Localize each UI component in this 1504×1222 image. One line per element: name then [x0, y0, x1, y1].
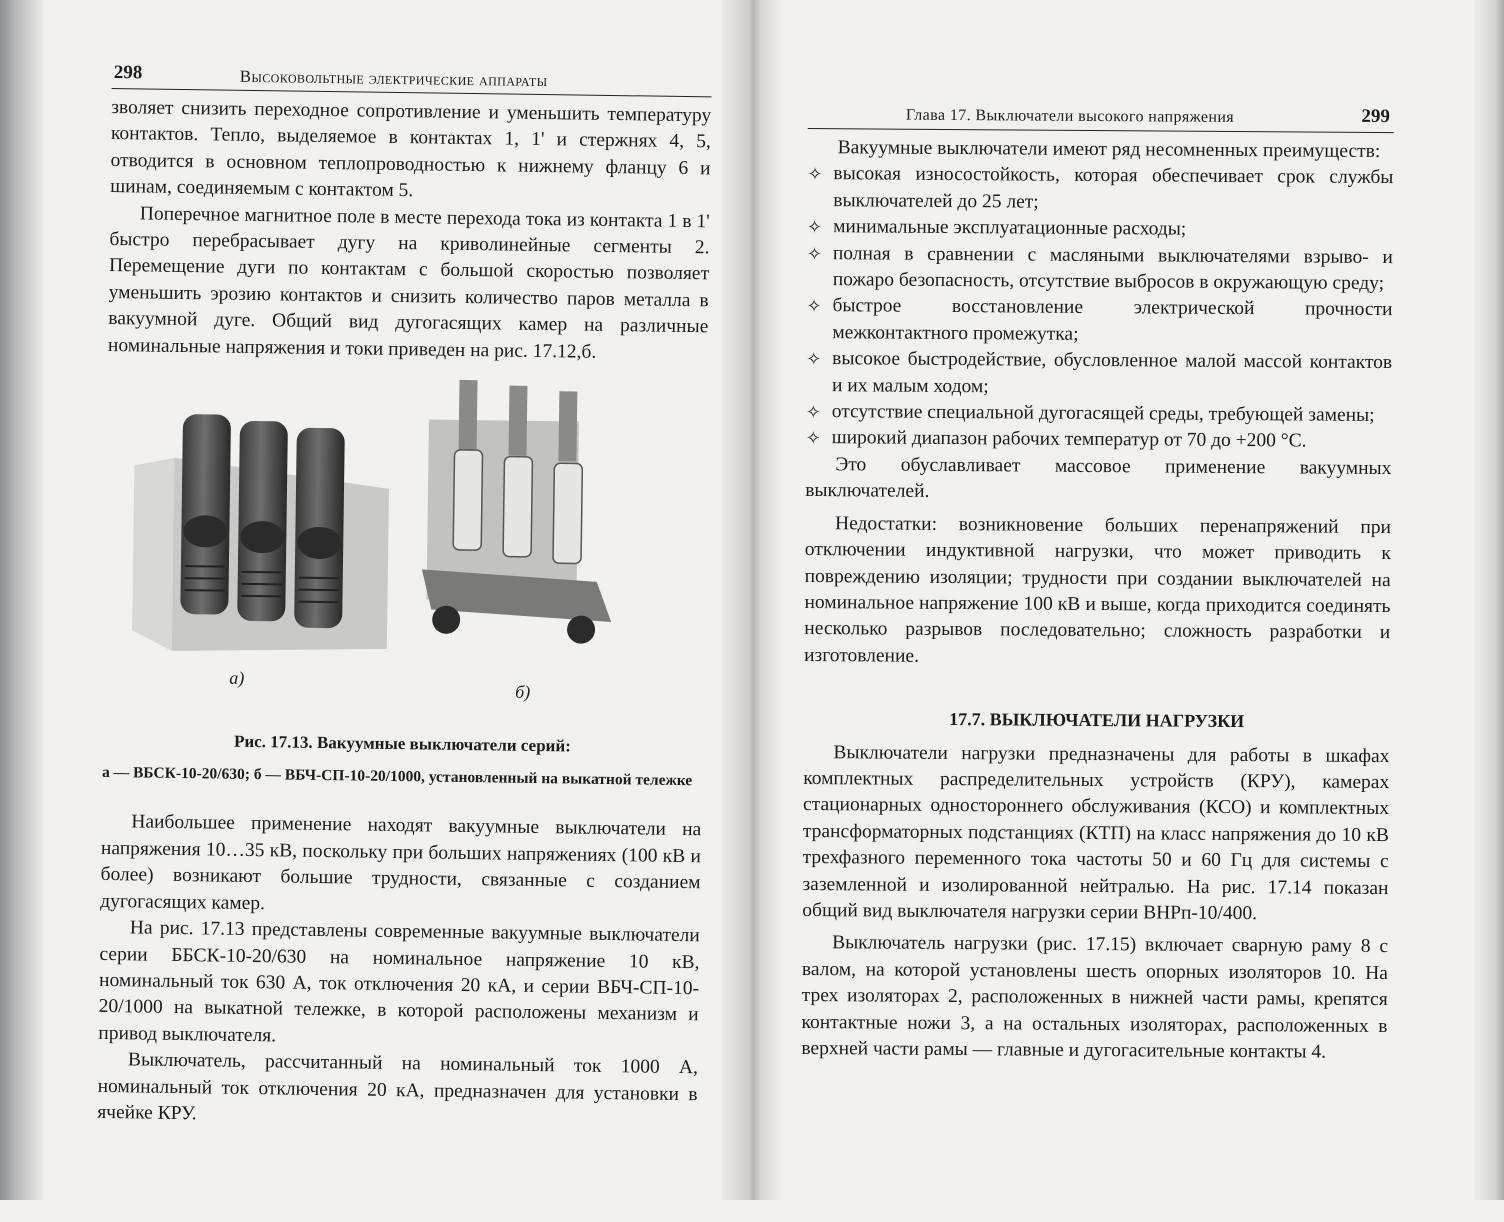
figure-caption: Рис. 17.13. Вакуумные выключатели серий: — [233, 731, 571, 756]
right-disadvantages: Недостатки: возникновение больших перенапряжений при отключении индуктивной нагрузки, что может приводить к повреждению изоляции; трудности при создании выключателей на номинальное напряжение 100 кВ и выше, когда приходится соединять несколько разрывов последовательно; сложность разработки и изготовление. — [804, 512, 1392, 667]
list-item: ✧ высокая износостойкость, которая обеспечивает срок службы выключателей до 25 лет; — [807, 161, 1393, 218]
advantages-list — [806, 161, 1394, 456]
right-running-header — [808, 98, 1394, 133]
diamond-bullet-icon: ✧ — [807, 164, 823, 185]
breaker-illustration-a — [132, 405, 395, 654]
left-paragraph-2: Поперечное магнитное поле в месте перехода тока из контакта 1 в 1' быстро перебрасывает дугу на криволинейные сегменты 2. Перемещение дуги по контактам с большой скоростью позволяет уменьшить эрозию контактов и снизить количество паров металла в вакуумной дуге. Общий вид дугогасящих камер на различные номинальные напряжения и токи приведен на рис. 17.12,б. — [107, 203, 710, 363]
left-running-header — [112, 58, 712, 97]
left-paragraph-4: На рис. 17.13 представлены современные вакуумные выключатели серии ББСК-10-20/630 на номинальное напряжение 10 кВ, номинальный ток 630 А, ток отключения 20 кА, и серии ВБЧ-СП-10-20/1000 на выкатной тележке, в которой расположены механизм и привод выключателя. — [98, 917, 700, 1047]
list-item: ✧ минимальные эксплуатационные расходы; — [807, 214, 1393, 244]
list-item: ✧ высокое быстродействие, обусловленное малой массой контактов и их малым ходом; — [806, 346, 1392, 403]
list-item: ✧ полная в сравнении с масляными выключателями взрыво- и пожаро безопасность, отсутствие выбросов в окружающую среду; — [807, 241, 1393, 298]
list-item: ✧ широкий диапазон рабочих температур от 70 до +200 °С. — [806, 425, 1392, 455]
left-running-title: Высоковольтные электрические аппараты — [239, 66, 548, 91]
diamond-bullet-icon: ✧ — [806, 243, 823, 264]
breaker-illustration-b — [416, 379, 620, 647]
diamond-bullet-icon: ✧ — [806, 296, 822, 317]
right-page-number: 299 — [1361, 105, 1390, 128]
book-edge-left — [0, 0, 44, 1200]
left-paragraph-3: Наибольшее применение находят вакуумные выключатели на напряжения 10…35 кВ, поскольку при больших напряжениях (100 кВ и более) возникают большие трудности, связанные с созданием дугогасящих камер. — [100, 811, 702, 914]
right-section-paragraph-1: Выключатели нагрузки предназначены для работы в шкафах комплектных распределительных устройств (КРУ), камерах стационарных одностороннего обслуживания (КСО) и комплектных трансформаторных подстанциях (КТП) на класс напряжения до 10 кВ трехфазного переменного тока частоты 50 и 60 Гц для системы с заземленной и изолированной нейтралью. На рис. 17.14 показан общий вид выключателя нагрузки серии ВНРп-10/400. — [802, 741, 1390, 925]
figure-17-13 — [103, 405, 707, 733]
figure-label-b: б) — [515, 681, 531, 702]
right-running-title: Глава 17. Выключатели высокого напряжения — [905, 106, 1235, 126]
left-page — [96, 58, 712, 1186]
list-item: ✧ отсутствие специальной дугогасящей среды, требующей замены; — [806, 399, 1392, 429]
left-paragraph-5: Выключатель, рассчитанный на номинальный ток 1000 А, номинальный ток отключения 20 кА, предназначен для установки в ячейке КРУ. — [97, 1049, 699, 1125]
diamond-bullet-icon: ✧ — [805, 402, 821, 423]
book-spine — [722, 0, 782, 1200]
figure-caption-detail: а — ВБСК-10-20/630; б — ВБЧ-СП-10-20/1000, установленный на выкатной тележке — [101, 764, 693, 790]
right-intro: Вакуумные выключатели имеют ряд несомненных преимуществ: — [837, 137, 1381, 162]
list-item: ✧ быстрое восстановление электрической прочности межконтактного промежутка; — [806, 293, 1392, 350]
section-title: 17.7. ВЫКЛЮЧАТЕЛИ НАГРУЗКИ — [949, 709, 1245, 732]
right-section-paragraph-2: Выключатель нагрузки (рис. 17.15) включает сварную раму 8 с валом, на которой установлены шесть опорных изоляторов 10. На трех изоляторах 2, расположенных в нижней части рамы, крепятся контактные ножи 3, а на остальных изоляторах, расположенных в верхней части рамы — главные и дугогасительные контакты 4. — [801, 932, 1389, 1063]
diamond-bullet-icon: ✧ — [806, 349, 822, 370]
book-edge-right — [1474, 0, 1504, 1200]
right-after-bullets: Это обуславливает массовое применение вакуумных выключателей. — [805, 454, 1392, 503]
diamond-bullet-icon: ✧ — [807, 217, 823, 238]
right-page — [800, 98, 1394, 1222]
figure-label-a: а) — [229, 667, 245, 688]
left-paragraph-1: зволяет снизить переходное сопротивление и уменьшить температуру контактов. Тепло, выделяемое в контактах 1, 1' и стержнях 4, 5, отводится в основном теплопроводностью к нижнему фланцу 6 и шинам, соединяемым с контактом 5. — [110, 96, 712, 202]
diamond-bullet-icon: ✧ — [805, 428, 821, 449]
left-page-number: 298 — [113, 62, 143, 84]
